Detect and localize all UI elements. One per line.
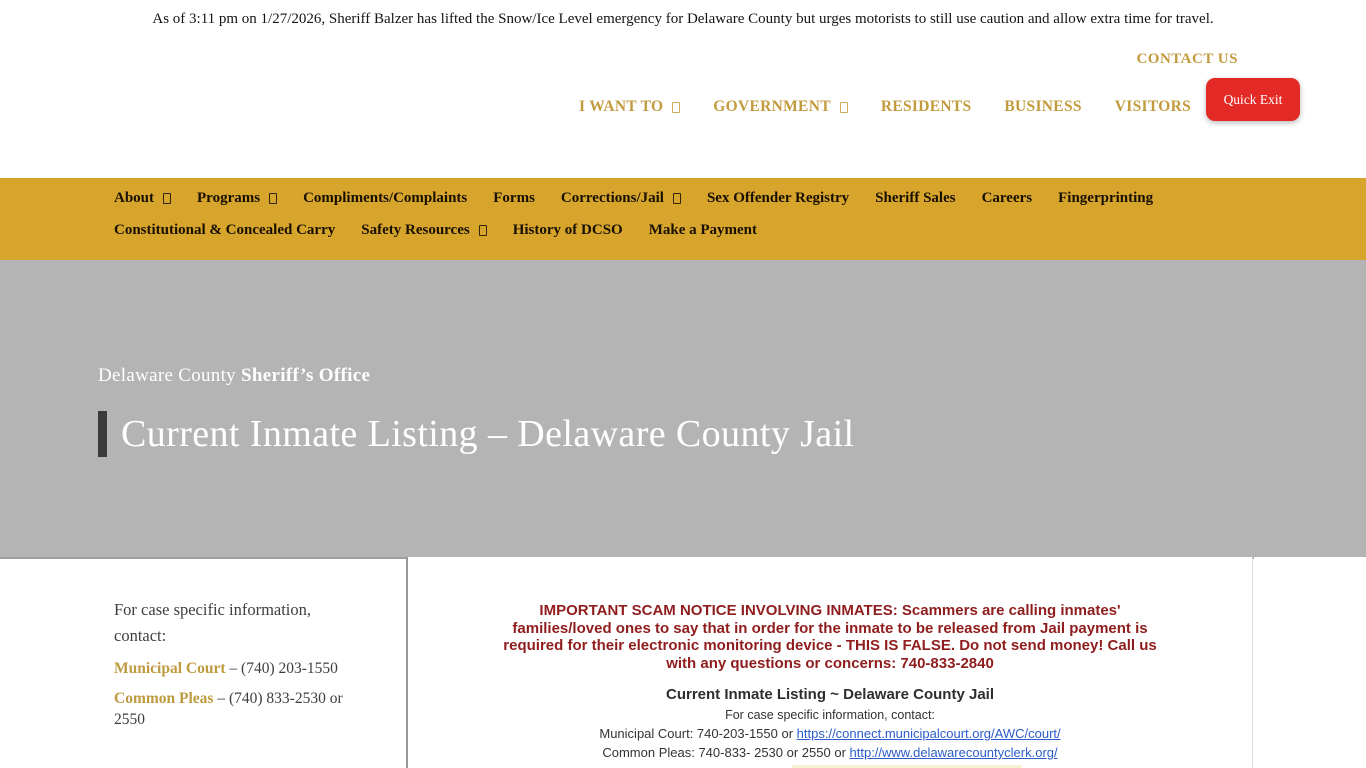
dropdown-indicator-icon [163,193,171,204]
site-name [98,365,370,387]
dept-nav-item-careers[interactable] [982,190,1033,207]
dropdown-indicator-icon [840,102,848,113]
department-nav [0,178,1366,260]
common-pleas-number: – (740) 833-2530 or 2550 [114,690,343,728]
sidebar-intro: For case specific information, contact: [114,600,312,645]
title-accent-bar [98,411,107,457]
header-nav [579,98,1191,116]
contact-entry-municipal-court [114,658,350,679]
common-pleas-url-link[interactable]: http://www.delawarecountyclerk.org/ [849,745,1058,760]
scam-notice-line: with any questions or concerns: 740-833-2840 [666,654,994,672]
page-title: Current Inmate Listing – Delaware County Jail [121,413,855,455]
dept-nav-item-programs[interactable] [197,190,277,207]
contact-us-link[interactable]: CONTACT US [1136,51,1238,67]
common-pleas-link[interactable]: Common Pleas [114,690,214,707]
quick-exit-button[interactable]: Quick Exit [1206,78,1300,121]
dept-nav-item-fingerprinting[interactable] [1058,190,1153,207]
dept-nav-label: Corrections/Jail [560,190,664,206]
dropdown-indicator-icon [673,193,681,204]
dept-nav-label: Sex Offender Registry [706,190,850,206]
dept-nav-label: History of DCSO [512,222,623,238]
content-panel [406,557,1253,768]
dept-nav-item-make-a-payment[interactable] [649,222,757,239]
contact-entry-common-pleas [114,688,350,730]
dept-nav-item-history-of-dcso[interactable] [513,222,623,239]
dropdown-indicator-icon [269,193,277,204]
municipal-court-line [408,726,1252,741]
sidebar [114,597,350,730]
nav-item-i-want-to[interactable] [579,98,680,116]
municipal-court-url-link[interactable]: https://connect.municipalcourt.org/AWC/court/ [796,726,1061,741]
dropdown-indicator-icon [672,102,680,113]
department-nav-row-2 [114,207,1366,239]
municipal-court-prefix: Municipal Court: 740-203-1550 or [599,726,797,741]
dept-nav-label: Compliments/Complaints [303,190,468,206]
nav-item-label: BUSINESS [1004,98,1082,115]
page-title-row [98,411,855,457]
nav-item-government[interactable] [713,98,848,116]
nav-item-label: VISITORS [1114,98,1191,115]
dept-nav-label: About [114,190,155,206]
nav-item-visitors[interactable] [1115,98,1191,116]
dept-nav-item-corrections-jail[interactable] [561,190,681,207]
inmate-listing-heading: Current Inmate Listing ~ Delaware County Jail [666,686,994,703]
contact-intro: For case specific information, contact: [725,708,935,722]
municipal-court-link[interactable]: Municipal Court [114,660,226,677]
dept-nav-item-constitutional-concealed-carry[interactable] [114,222,335,239]
dept-nav-item-about[interactable] [114,190,171,207]
dept-nav-label: Make a Payment [648,222,758,238]
dept-nav-label: Forms [493,190,535,206]
department-nav-row-1 [114,178,1366,207]
common-pleas-prefix: Common Pleas: 740-833- 2530 or 2550 or [602,745,850,760]
dept-nav-item-sex-offender-registry[interactable] [707,190,849,207]
nav-item-label: RESIDENTS [880,98,972,115]
dept-nav-label: Safety Resources [361,222,470,238]
dept-nav-label: Careers [981,190,1033,206]
dept-nav-label: Fingerprinting [1058,190,1154,206]
nav-item-label: GOVERNMENT [713,98,831,115]
dept-nav-item-sheriff-sales[interactable] [875,190,955,207]
site-name-bold: Sheriff’s Office [241,365,371,386]
dept-nav-item-safety-resources[interactable] [361,222,486,239]
alert-banner: As of 3:11 pm on 1/27/2026, Sheriff Balzer has lifted the Snow/Ice Level emergency for Delaware County but urges motorists to still use caution and allow extra time for travel. [152,11,1214,27]
scam-notice-line: families/loved ones to say that in order for the inmate to be released from Jail payment is [512,619,1148,637]
dropdown-indicator-icon [479,225,487,236]
hero-banner [0,260,1366,557]
nav-item-business[interactable] [1004,98,1081,116]
dept-nav-label: Constitutional & Concealed Carry [114,222,336,238]
nav-item-label: I WANT TO [579,98,664,115]
dept-nav-item-compliments-complaints[interactable] [303,190,467,207]
site-name-prefix: Delaware County [98,365,242,386]
scam-notice [408,602,1252,672]
municipal-court-number: – (740) 203-1550 [225,660,338,677]
dept-nav-label: Sheriff Sales [875,190,956,206]
dept-nav-item-forms[interactable] [493,190,535,207]
nav-item-residents[interactable] [881,98,972,116]
dept-nav-label: Programs [197,190,261,206]
scam-notice-line: IMPORTANT SCAM NOTICE INVOLVING INMATES: Scammers are calling inmates' [539,602,1121,619]
scam-notice-line: required for their electronic monitoring device - THIS IS FALSE. Do not send money! Call us [503,637,1157,654]
common-pleas-line [408,745,1252,760]
